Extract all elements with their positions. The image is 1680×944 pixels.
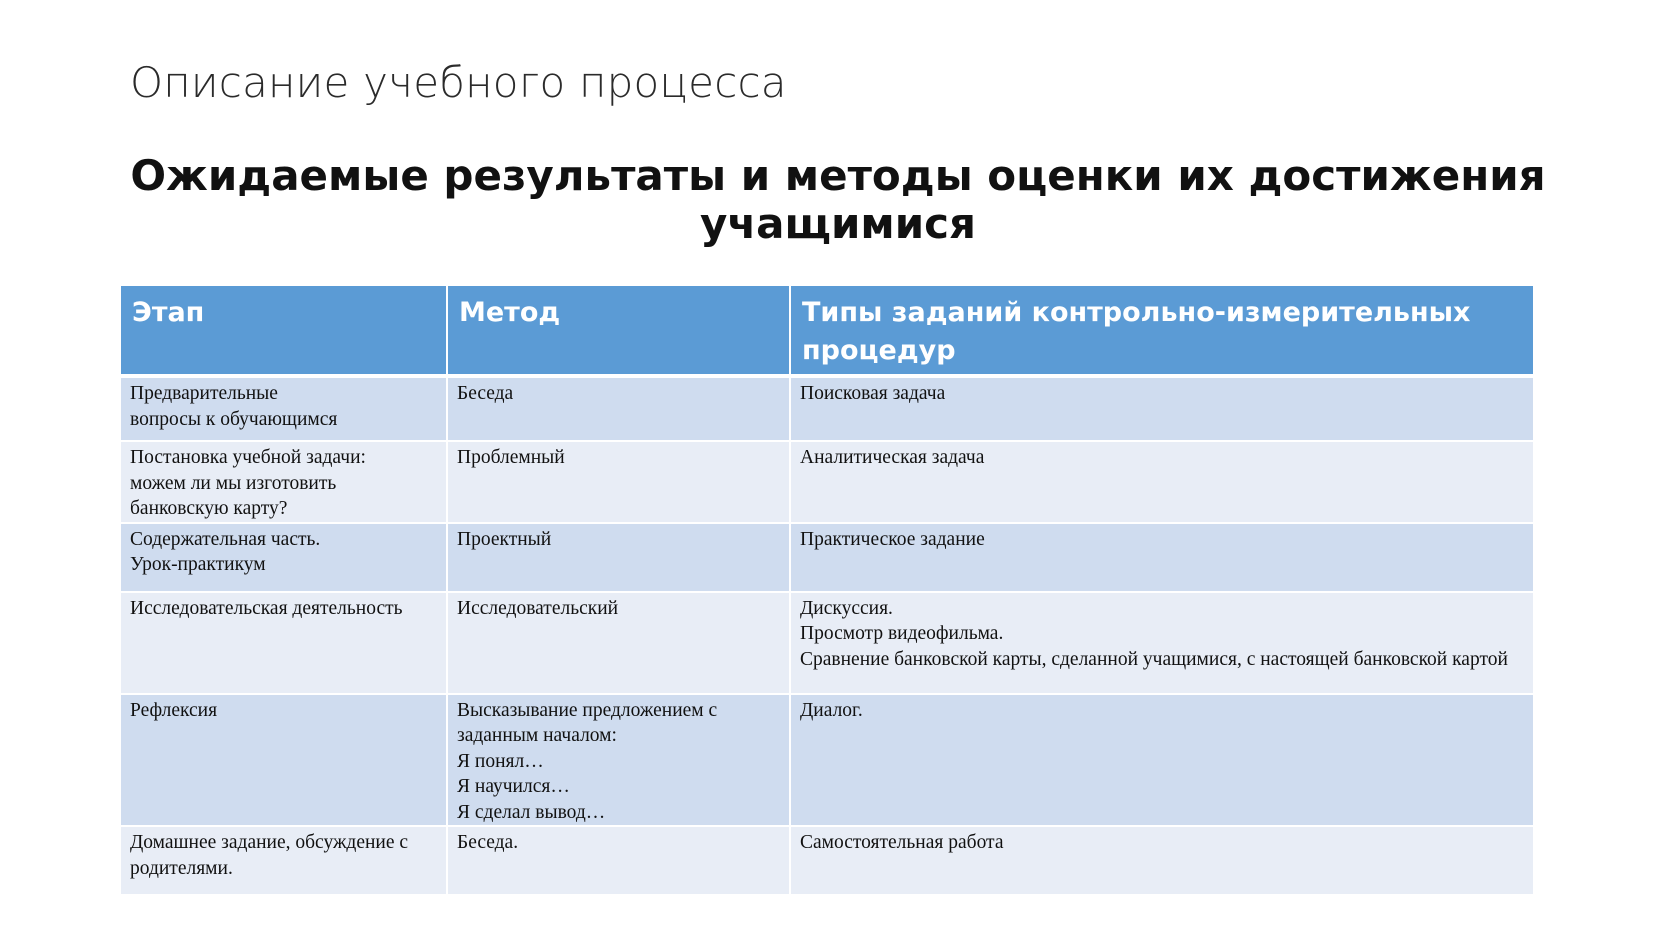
cell-task-type: Самостоятельная работа: [790, 826, 1533, 895]
cell-stage: Предварительные вопросы к обучающимся: [121, 376, 447, 441]
cell-task-type: Аналитическая задача: [790, 441, 1533, 523]
cell-stage: Домашнее задание, обсуждение с родителями.: [121, 826, 447, 895]
cell-stage: Постановка учебной задачи: можем ли мы изготовить банковскую карту?: [121, 441, 447, 523]
cell-method: Беседа.: [447, 826, 790, 895]
cell-task-type: Практическое задание: [790, 523, 1533, 592]
cell-stage: Исследовательская деятельность: [121, 592, 447, 694]
results-table: [121, 286, 1533, 896]
table-row: [121, 523, 1533, 592]
column-header-task-types: Типы заданий контрольно-измерительных процедур: [790, 286, 1533, 376]
table-row: [121, 592, 1533, 694]
table-row: [121, 441, 1533, 523]
column-header-stage: Этап: [121, 286, 447, 376]
table-row: [121, 826, 1533, 895]
slide-title: Описание учебного процесса: [130, 58, 787, 107]
table-row: [121, 376, 1533, 441]
cell-task-type: Дискуссия. Просмотр видеофильма. Сравнение банковской карты, сделанной учащимися, с настоящей банковской картой: [790, 592, 1533, 694]
cell-stage: Рефлексия: [121, 694, 447, 827]
column-header-method: Метод: [447, 286, 790, 376]
cell-method: Проблемный: [447, 441, 790, 523]
cell-method: Проектный: [447, 523, 790, 592]
cell-method: Беседа: [447, 376, 790, 441]
cell-task-type: Поисковая задача: [790, 376, 1533, 441]
cell-method: Высказывание предложением с заданным началом: Я понял… Я научился… Я сделал вывод…: [447, 694, 790, 827]
slide-subtitle: Ожидаемые результаты и методы оценки их достижения учащимися: [130, 151, 1546, 248]
cell-stage: Содержательная часть. Урок-практикум: [121, 523, 447, 592]
cell-task-type: Диалог.: [790, 694, 1533, 827]
table-header-row: [121, 286, 1533, 376]
cell-method: Исследовательский: [447, 592, 790, 694]
table-row: [121, 694, 1533, 827]
